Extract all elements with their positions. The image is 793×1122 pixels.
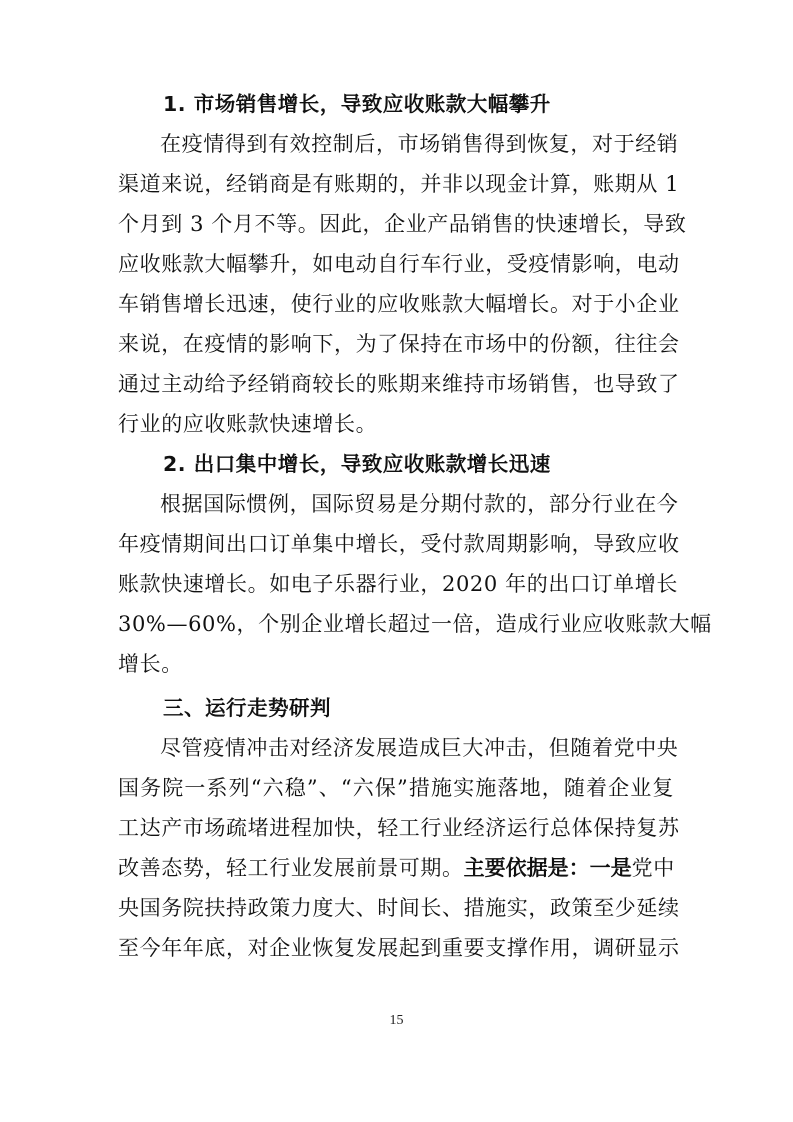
text-line: 通过主动给予经销商较长的账期来维持市场销售，也导致了 (118, 372, 680, 396)
text-line: 来说，在疫情的影响下，为了保持在市场中的份额，往往会 (118, 332, 680, 356)
text-line: 渠道来说，经销商是有账期的，并非以现金计算，账期从 1 (118, 172, 680, 196)
section-1-paragraph (118, 124, 687, 444)
text-line: 车销售增长迅速，使行业的应收账款大幅增长。对于小企业 (118, 292, 680, 316)
document-page (118, 84, 712, 968)
text-line-mixed (118, 848, 674, 888)
text-run: 改善态势，轻工行业发展前景可期。 (118, 856, 464, 880)
text-line: 国务院一系列“六稳”、“六保”措施实施落地，随着企业复 (118, 776, 674, 800)
text-line: 年疫情期间出口订单集中增长，受付款周期影响，导致应收 (118, 532, 680, 556)
page-number: 15 (389, 1013, 404, 1028)
bold-run-first: 一是 (589, 856, 632, 880)
text-line: 账款快速增长。如电子乐器行业，2020 年的出口订单增长 (118, 572, 678, 596)
text-line: 30%—60%，个别企业增长超过一倍，造成行业应收账款大幅 (118, 612, 712, 636)
text-line: 尽管疫情冲击对经济发展造成巨大冲击，但随着党中央 (160, 736, 679, 760)
text-line: 应收账款大幅攀升，如电动自行车行业，受疫情影响，电动 (118, 252, 680, 276)
text-line: 至今年年底，对企业恢复发展起到重要支撑作用，调研显示 (118, 936, 680, 960)
section-heading-1: 1. 市场销售增长，导致应收账款大幅攀升 (163, 92, 551, 116)
text-line: 增长。 (118, 652, 183, 676)
text-line: 行业的应收账款快速增长。 (118, 412, 378, 436)
section-heading-3: 三、运行走势研判 (163, 696, 331, 720)
text-line: 工达产市场疏堵进程加快，轻工行业经济运行总体保持复苏 (118, 816, 680, 840)
text-run: 党中 (631, 856, 675, 880)
section-2-paragraph (118, 484, 712, 684)
text-line: 根据国际惯例，国际贸易是分期付款的，部分行业在今 (160, 492, 679, 516)
text-line: 在疫情得到有效控制后，市场销售得到恢复，对于经销 (160, 132, 679, 156)
bold-run-main-basis: 主要依据是： (463, 856, 590, 880)
section-heading-2: 2. 出口集中增长，导致应收账款增长迅速 (163, 452, 551, 476)
text-line: 个月到 3 个月不等。因此，企业产品销售的快速增长，导致 (118, 212, 687, 236)
section-3-paragraph (118, 728, 680, 968)
text-line: 央国务院扶持政策力度大、时间长、措施实，政策至少延续 (118, 896, 680, 920)
